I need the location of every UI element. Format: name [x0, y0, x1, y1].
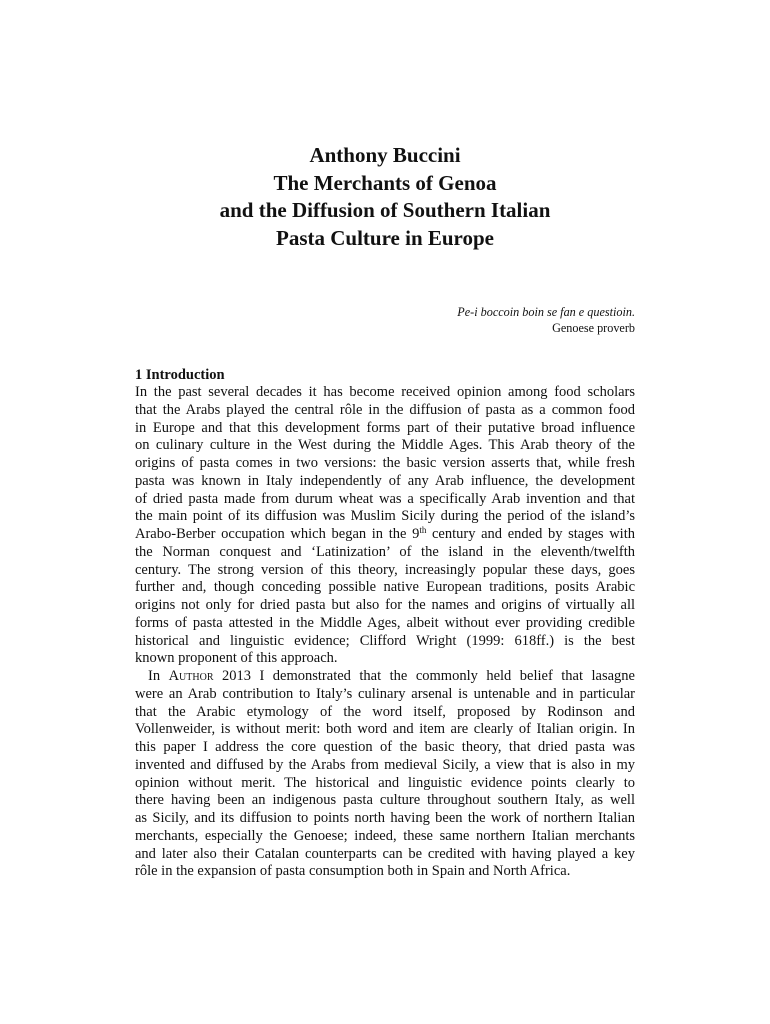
p1-line-13: origins not only for dried pasta but also for the names and origins of virtually all — [135, 597, 635, 613]
p2-line-4: Vollenweider, is without merit: both word and item are clearly of Italian origin. In — [135, 721, 635, 738]
p2-line-1-prefix: In — [148, 668, 169, 684]
body-text — [135, 384, 635, 881]
title-line-3: Pasta Culture in Europe — [276, 225, 494, 250]
p2-line-2: were an Arab contribution to Italy’s culinary arsenal is untenable and in particular — [135, 685, 635, 702]
p1-line-2: that the Arabs played the central rôle in the diffusion of pasta as a common food — [135, 401, 635, 418]
p1-line-9-a: Arabo-Berber occupation which began in the 9 — [135, 526, 420, 542]
title-line-2: and the Diffusion of Southern Italian — [219, 198, 551, 222]
epigraph-quote: Pe-i boccoin boin se fan e questioin. — [457, 305, 635, 319]
author-name: Anthony Buccini — [309, 143, 461, 167]
p1-line-9 — [135, 526, 635, 544]
p1-line-15: historical and linguistic evidence; Clifford Wright (1999: 618ff.) is the best — [135, 632, 635, 649]
p2-line-6: invented and diffused by the Arabs from medieval Sicily, a view that is also in my — [135, 756, 635, 773]
p1-line-12: further and, though conceding possible native European traditions, posits Arabic — [135, 579, 635, 596]
p1-line-1: In the past several decades it has become received opinion among food scholars — [135, 384, 635, 400]
author-reference: Author — [168, 668, 214, 684]
p2-line-3: that the Arabic etymology of the word itself, proposed by Rodinson and — [135, 703, 635, 720]
p1-line-16: known proponent of this approach. — [135, 650, 338, 667]
paper-title — [0, 142, 770, 252]
p2-line-9: as Sicily, and its diffusion to points north having been the work of northern Italian — [135, 810, 635, 826]
p1-line-3: in Europe and that this development forms part of their putative broad influence — [135, 419, 635, 436]
p1-line-10: the Norman conquest and ‘Latinization’ of the island in the eleventh/twelfth — [135, 543, 635, 560]
p2-line-1-rest: 2013 I demonstrated that the commonly held belief that lasagne — [213, 668, 635, 684]
p2-line-1 — [135, 668, 635, 686]
p1-line-9-b: century and ended by stages with — [426, 526, 635, 542]
p1-line-4: on culinary culture in the West during the Middle Ages. This Arab theory of the — [135, 437, 635, 454]
p1-line-8: the main point of its diffusion was Muslim Sicily during the period of the island’s — [135, 508, 635, 525]
p2-line-8: there having been an indigenous pasta culture throughout southern Italy, as well — [135, 792, 635, 809]
p2-line-11: and later also their Catalan counterparts can be credited with having played a key — [135, 845, 635, 862]
p1-line-6: pasta was known in Italy independently of any Arab influence, the development — [135, 472, 635, 489]
p1-line-11: century. The strong version of this theory, increasingly popular these days, goes — [135, 561, 635, 578]
p1-line-14: forms of pasta attested in the Middle Ages, albeit without ever providing credible — [135, 614, 635, 631]
p2-line-10: merchants, especially the Genoese; indeed, these same northern Italian merchants — [135, 827, 635, 844]
p1-line-7: of dried pasta made from durum wheat was a specifically Arab invention and that — [135, 490, 635, 507]
p1-line-5: origins of pasta comes in two versions: the basic version asserts that, while fresh — [135, 455, 635, 471]
epigraph — [457, 304, 635, 336]
superscript-th: th — [419, 525, 427, 535]
p2-line-7: opinion without merit. The historical and linguistic evidence points clearly to — [135, 774, 635, 791]
p2-line-5: this paper I address the core question of the basic theory, that dried pasta was — [135, 739, 635, 755]
epigraph-source: Genoese proverb — [552, 321, 635, 335]
p2-line-12: rôle in the expansion of pasta consumption both in Spain and North Africa. — [135, 863, 571, 880]
section-heading: 1 Introduction — [135, 367, 225, 383]
title-line-1: The Merchants of Genoa — [273, 170, 497, 195]
